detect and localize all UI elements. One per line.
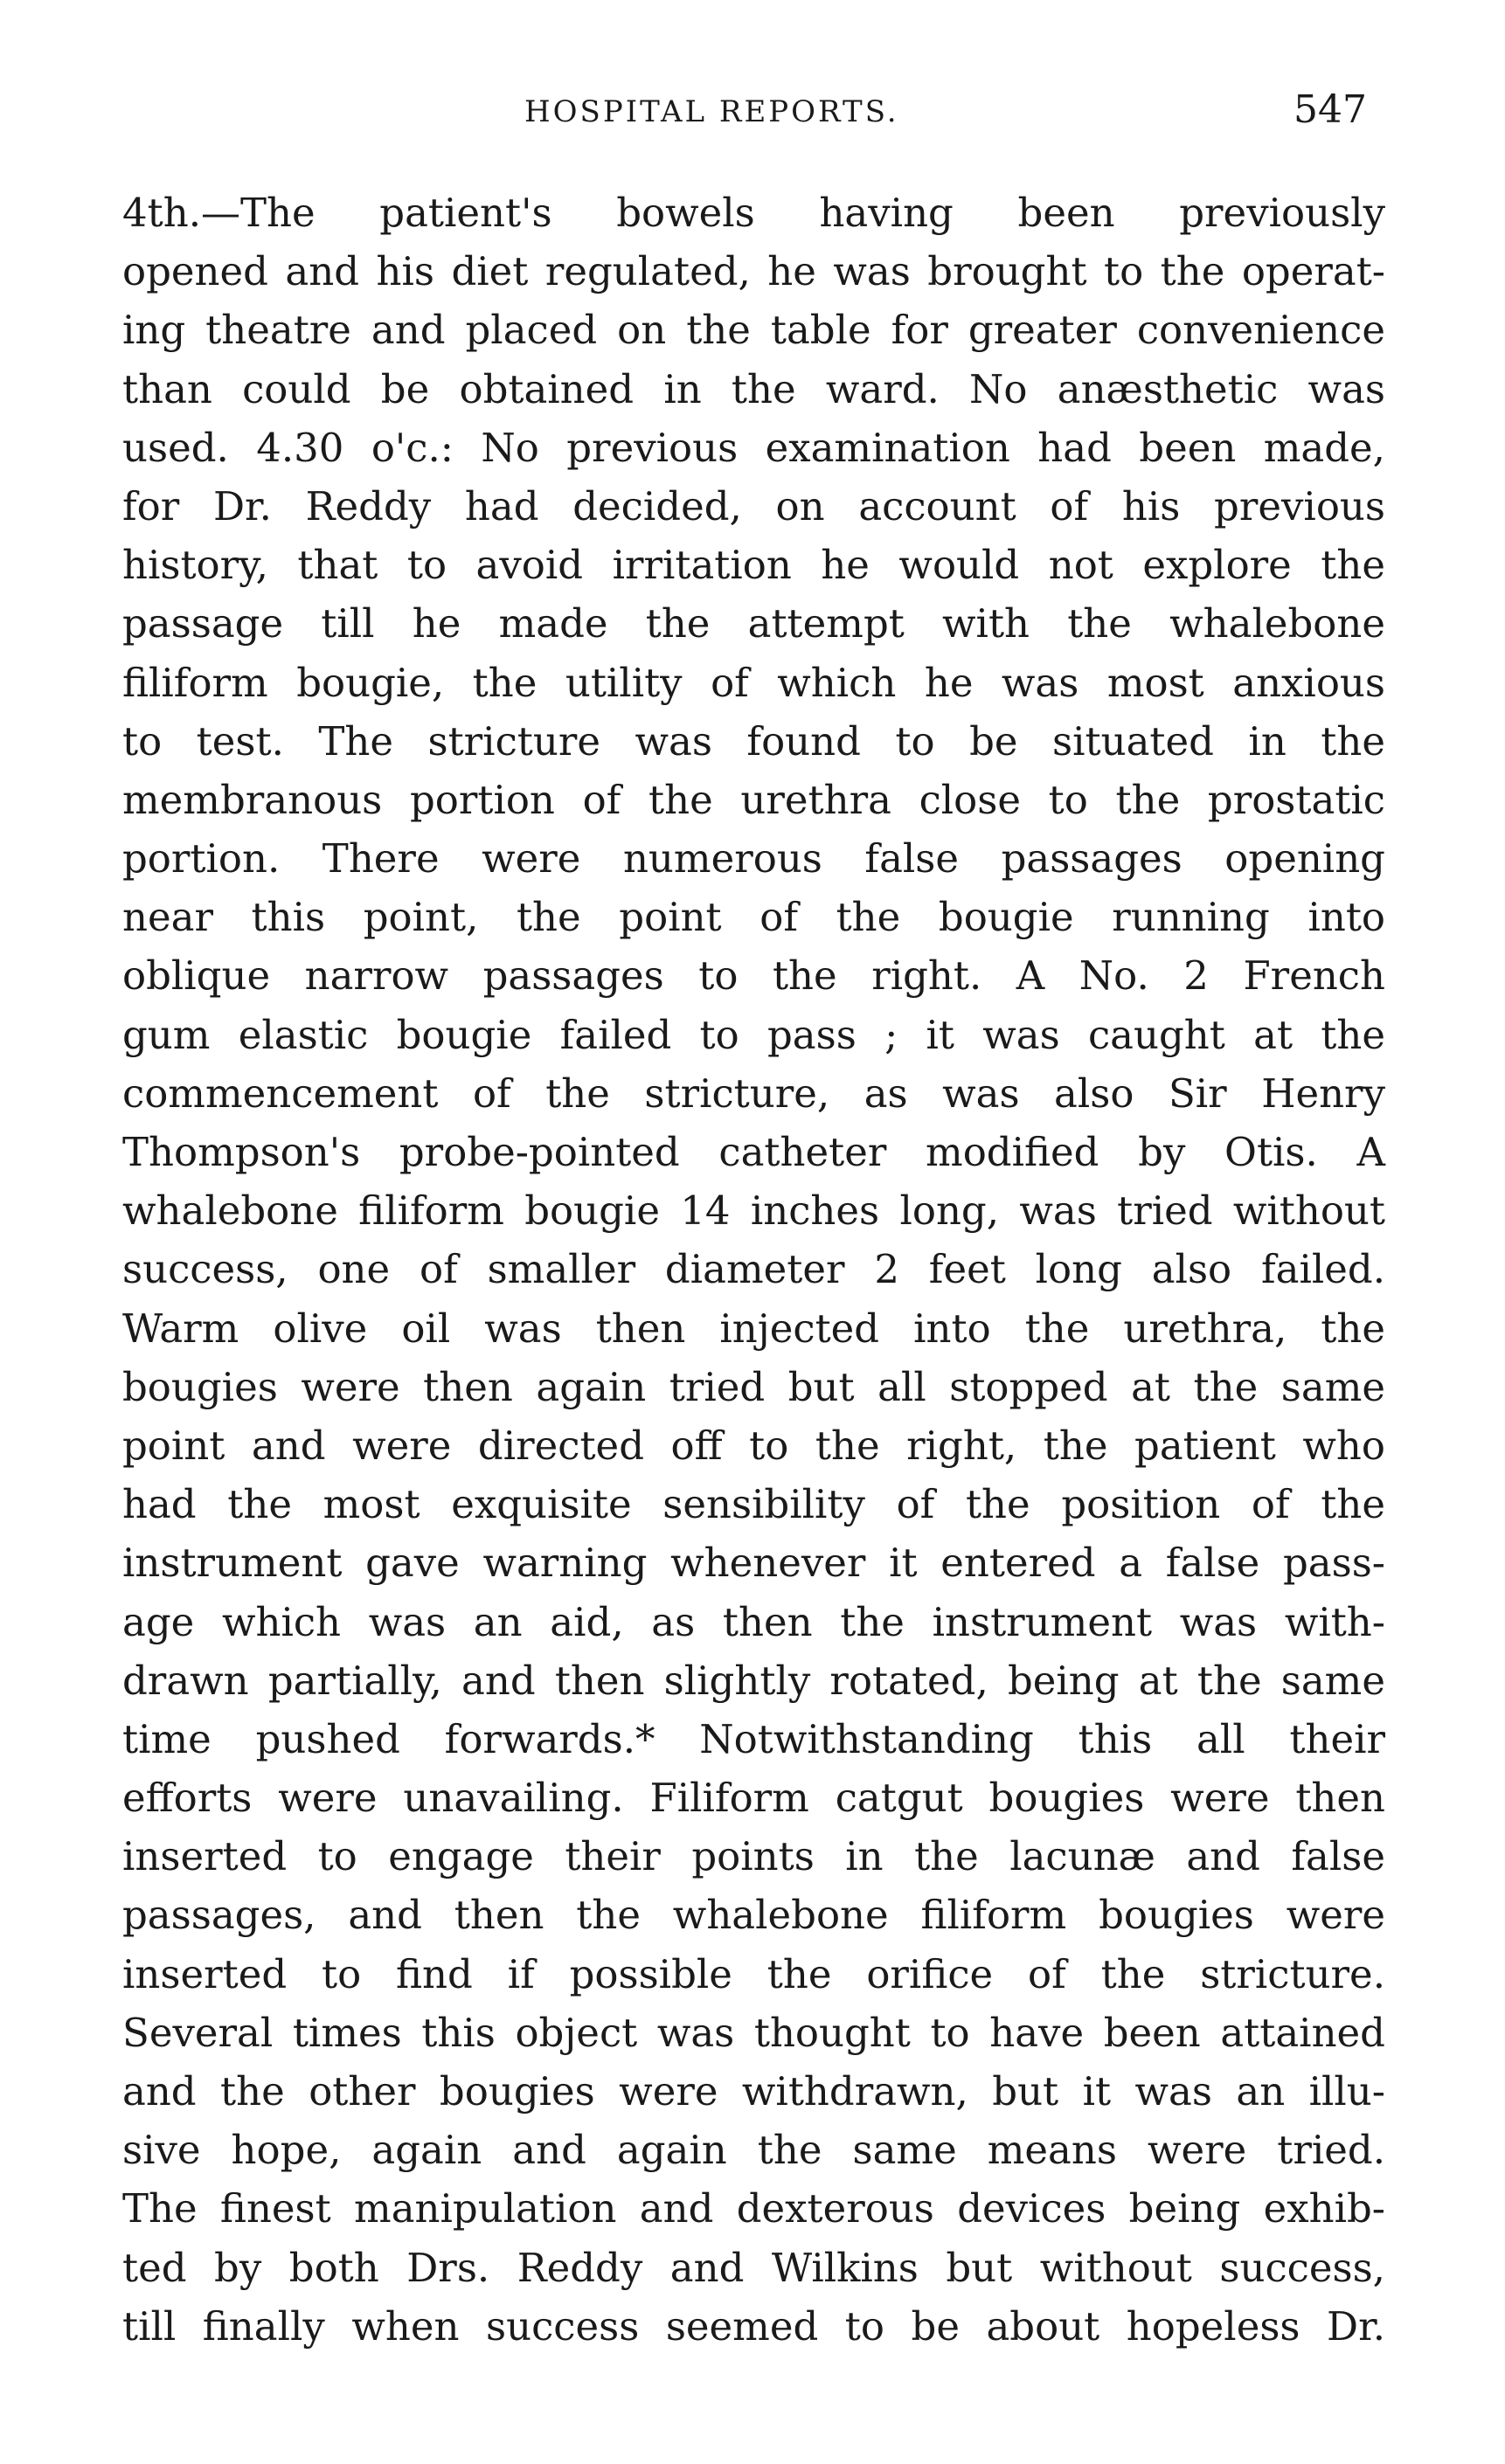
text-line: age which was an aid, as then the instrument was with- xyxy=(122,1598,1385,1645)
text-line: ted by both Drs. Reddy and Wilkins but without success, xyxy=(122,2244,1385,2291)
text-line: used. 4.30 o'c.: No previous examination had been made, xyxy=(122,424,1385,471)
body-text xyxy=(122,183,1385,2356)
text-line: Warm olive oil was then injected into the urethra, the xyxy=(122,1305,1385,1352)
text-line: than could be obtained in the ward. No anæsthetic was xyxy=(122,365,1385,412)
text-line: for Dr. Reddy had decided, on account of his previous xyxy=(122,482,1385,529)
text-line: portion. There were numerous false passages opening xyxy=(122,835,1385,882)
text-line: instrument gave warning whenever it entered a false pass- xyxy=(122,1540,1385,1587)
page-number: 547 xyxy=(1293,87,1367,132)
text-line: Several times this object was thought to have been attained xyxy=(122,2009,1385,2056)
text-line: near this point, the point of the bougie running into xyxy=(122,894,1385,941)
text-line: and the other bougies were withdrawn, but it was an illu- xyxy=(122,2068,1385,2114)
text-line: success, one of smaller diameter 2 feet long also failed. xyxy=(122,1246,1385,1293)
text-line: passages, and then the whalebone filiform bougies were xyxy=(122,1892,1385,1939)
text-line: membranous portion of the urethra close to the prostatic xyxy=(122,776,1385,823)
text-line: inserted to engage their points in the lacunæ and false xyxy=(122,1833,1385,1880)
text-line: Thompson's probe-pointed catheter modified by Otis. A xyxy=(122,1129,1385,1175)
text-line: oblique narrow passages to the right. A No. 2 French xyxy=(122,952,1385,1000)
text-line: had the most exquisite sensibility of the position of the xyxy=(122,1481,1385,1528)
text-line: time pushed forwards.* Notwithstanding this all their xyxy=(122,1715,1385,1762)
text-line: point and were directed off to the right, the patient who xyxy=(122,1422,1385,1469)
text-line: commencement of the stricture, as was also Sir Henry xyxy=(122,1069,1385,1117)
text-line: history, that to avoid irritation he would not explore the xyxy=(122,542,1385,589)
text-line: bougies were then again tried but all stopped at the same xyxy=(122,1363,1385,1410)
text-line: drawn partially, and then slightly rotated, being at the same xyxy=(122,1657,1385,1704)
text-line: The finest manipulation and dexterous devices being exhib- xyxy=(122,2185,1385,2232)
text-line: efforts were unavailing. Filiform catgut bougies were then xyxy=(122,1775,1385,1822)
running-head xyxy=(0,87,1505,147)
text-line: ing theatre and placed on the table for greater convenience xyxy=(122,307,1385,354)
text-line: inserted to find if possible the orifice of the stricture. xyxy=(122,1950,1385,1997)
text-line: opened and his diet regulated, he was brought to the operat- xyxy=(122,248,1385,295)
text-line: filiform bougie, the utility of which he was most anxious xyxy=(122,659,1385,706)
text-line: sive hope, again and again the same means were tried. xyxy=(122,2127,1385,2174)
text-line: to test. The stricture was found to be situated in the xyxy=(122,717,1385,765)
running-title: HOSPITAL REPORTS. xyxy=(524,94,899,129)
text-line: passage till he made the attempt with the whalebone xyxy=(122,600,1385,647)
text-line: whalebone filiform bougie 14 inches long, was tried without xyxy=(122,1187,1385,1235)
text-line: 4th.—The patient's bowels having been previously xyxy=(122,190,1385,236)
text-line: gum elastic bougie failed to pass ; it was caught at the xyxy=(122,1011,1385,1058)
text-line: till finally when success seemed to be about hopeless Dr. xyxy=(122,2302,1385,2350)
